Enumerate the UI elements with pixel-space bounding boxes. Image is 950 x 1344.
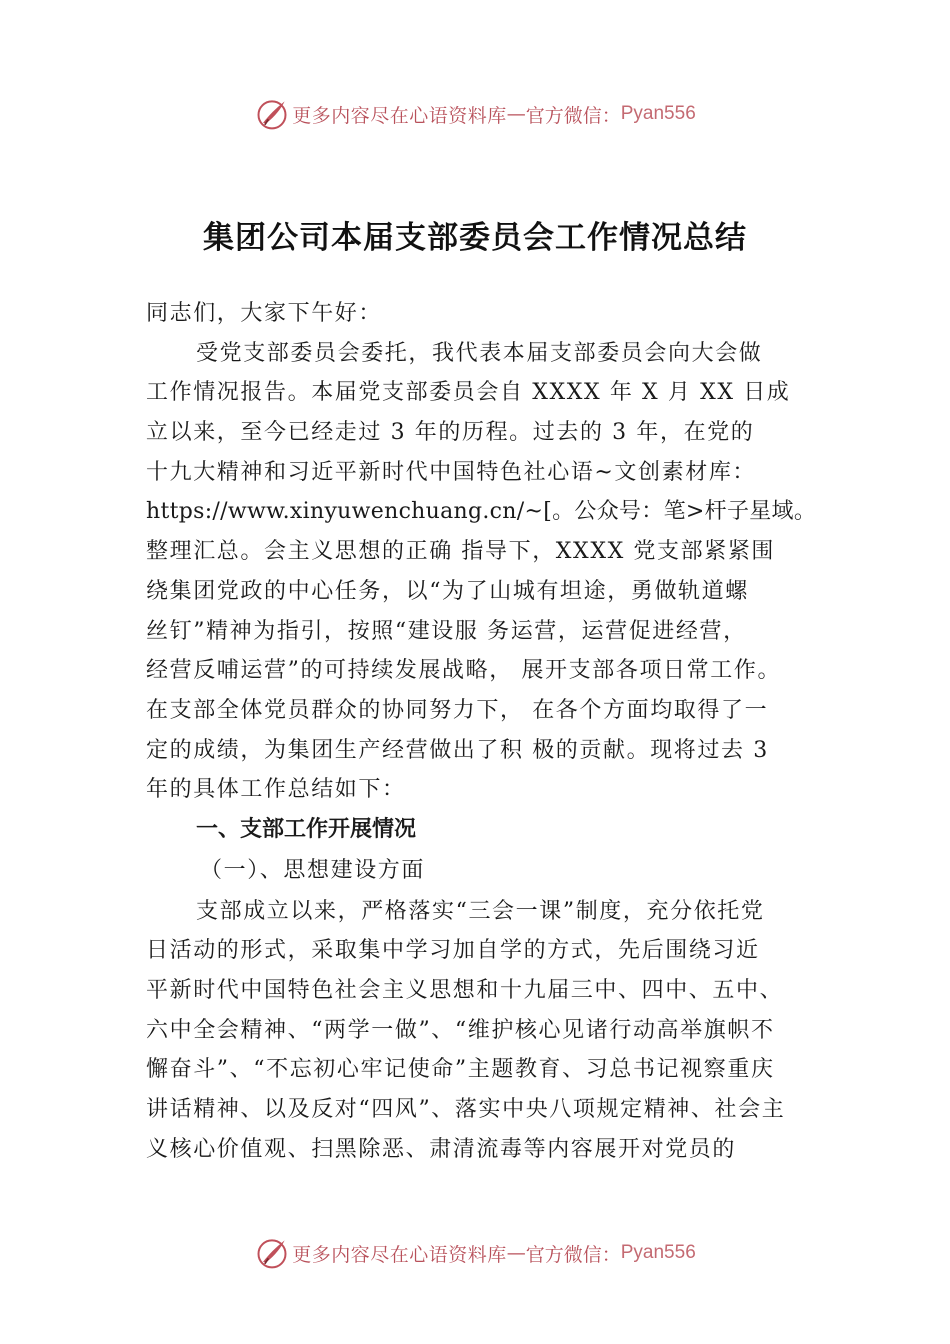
paragraph-line: 六中全会精神、“两学一做”、“维护核心见诸行动高举旗帜不	[146, 1017, 775, 1043]
paragraph-line: 丝钉”精神为指引，按照“建设服 务运营，运营促进经营，	[146, 618, 747, 644]
paragraph-line: 义核心价值观、扫黑除恶、肃清流毒等内容展开对党员的	[146, 1136, 737, 1162]
paragraph-line: 经营反哺运营”的可持续发展战略， 展开支部各项日常工作。	[146, 658, 782, 684]
banner-wechat-id: Pyan556	[620, 103, 696, 124]
paragraph-line: 懈奋斗”、“不忘初心牢记使命”主题教育、习总书记视察重庆	[146, 1057, 775, 1083]
paragraph-line: 整理汇总。会主义思想的正确 指导下，XXXX 党支部紧紧围	[146, 539, 776, 565]
paragraph-line: 平新时代中国特色社会主义思想和十九届三中、四中、五中、	[146, 978, 784, 1003]
subsection-heading: （一）、思想建设方面	[200, 857, 426, 883]
paragraph-line: 受党支部委员会委托，我代表本届支部委员会向大会做	[196, 340, 763, 366]
paragraph-line: 支部成立以来，严格落实“三会一课”制度，充分依托党	[196, 898, 765, 924]
paragraph-line: 定的成绩，为集团生产经营做出了积 极的贡献。现将过去 3	[146, 737, 769, 763]
paragraph-line-url: https://www.xinyuwenchuang.cn/~[。公众号：笔>杆子星域。	[146, 499, 817, 525]
banner-dash: —	[506, 1242, 526, 1264]
paragraph-line: 工作情况报告。本届党支部委员会自 XXXX 年 X 月 XX 日成	[146, 380, 791, 406]
paragraph-line: 日活动的形式，采取集中学习加自学的方式，先后围绕习近	[146, 938, 760, 964]
paragraph-line: 年的具体工作总结如下：	[146, 777, 406, 803]
banner-suffix: 官方微信：	[525, 1243, 621, 1266]
banner-text: 更多内容尽在心语资料库	[292, 104, 507, 127]
banner-dash: —	[506, 103, 526, 125]
banner-wechat-id: Pyan556	[620, 1242, 696, 1263]
paragraph-line: 绕集团党政的中心任务，以“为了山城有坦途，勇做轨道螺	[146, 578, 749, 604]
paragraph-line: 在支部全体党员群众的协同努力下， 在各个方面均取得了一	[146, 697, 769, 723]
document-title: 集团公司本届支部委员会工作情况总结	[203, 220, 747, 256]
document-body	[146, 294, 846, 1169]
section-heading: 一、支部工作开展情况	[196, 816, 417, 842]
greeting: 同志们，大家下午好：	[146, 301, 383, 326]
paragraph-line: 讲话精神、以及反对“四风”、落实中央八项规定精神、社会主	[146, 1097, 786, 1123]
banner-text: 更多内容尽在心语资料库	[292, 1243, 507, 1266]
banner-suffix: 官方微信：	[525, 104, 621, 127]
footer-banner	[0, 1233, 950, 1273]
paragraph-line: 十九大精神和习近平新时代中国特色社心语~文创素材库：	[146, 459, 757, 485]
paragraph-line: 立以来，至今已经走过 3 年的历程。过去的 3 年，在党的	[146, 420, 755, 446]
quill-pen-logo-icon	[254, 96, 290, 132]
header-banner	[0, 94, 950, 134]
quill-pen-logo-icon	[254, 1235, 290, 1271]
